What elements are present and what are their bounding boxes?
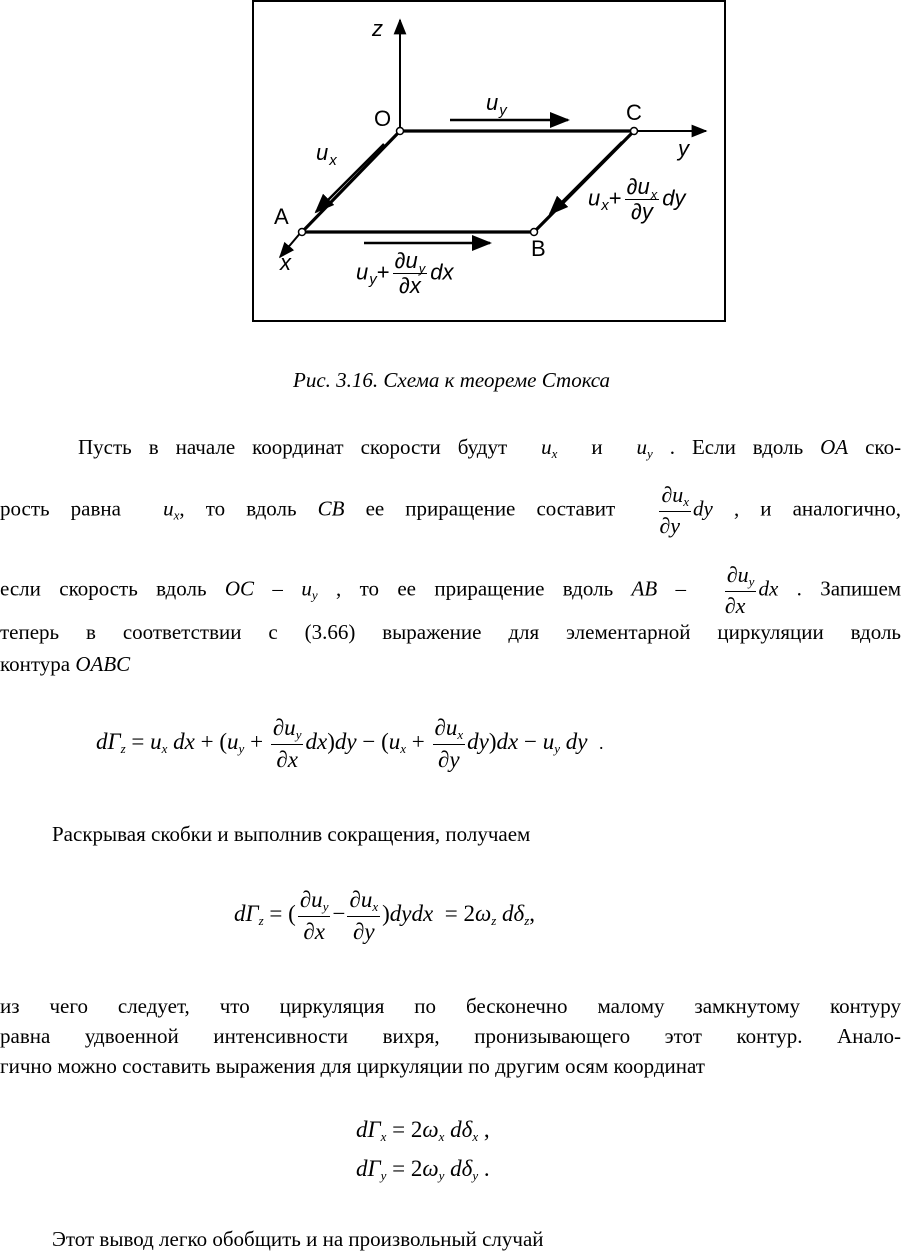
label-uy-top: $u_y$: [486, 90, 507, 119]
vertex-o: [397, 128, 404, 135]
label-y: y: [678, 136, 689, 161]
paragraph-1-line-5: контура OABC: [0, 652, 131, 676]
vertex-c: [631, 128, 638, 135]
equation-circulation-x: dΓx = 2ωx dδx ,: [356, 1117, 490, 1144]
paragraph-3-line-1: из чего следует, что циркуляция по бесконечно малому замкнутому контуру: [0, 994, 901, 1018]
paragraph-1-line-3: если скорость вдоль OC – uy , то ее приращение вдоль AB – $\frac{\partial uy}{\partial x}$ dx . Запишем: [0, 562, 902, 618]
stokes-diagram: [252, 0, 726, 322]
label-o: O: [374, 106, 392, 131]
label-z: z: [372, 16, 383, 41]
paragraph-3-line-2: равна удвоенной интенсивности вихря, пронизывающего этот контур. Анало-: [0, 1024, 901, 1048]
paragraph-1-line-2: рость равна ux, то вдоль CB ее приращение составит $\frac{\partial ux}{\partial y}$ dy , и аналогично,: [0, 482, 902, 538]
label-ux-left: $u_x$: [316, 140, 337, 169]
label-b: B: [531, 236, 546, 261]
figure-caption: Рис. 3.16. Схема к теореме Стокса: [293, 368, 610, 392]
paragraph-4: Этот вывод легко обобщить и на произвольный случай: [52, 1227, 544, 1251]
label-x: x: [280, 250, 291, 275]
label-uy-dx: $u_y+$ $\frac{\partial u_y}{\partial x}$ dx: [356, 248, 454, 298]
equation-circulation-y: dΓy = 2ωy dδy .: [356, 1156, 490, 1183]
paragraph-2: Раскрывая скобки и выполнив сокращения, получаем: [52, 822, 531, 846]
paragraph-3-line-3: гично можно составить выражения для циркуляции по другим осям координат: [0, 1054, 705, 1078]
paragraph-1-line-4: теперь в соответствии с (3.66) выражение для элементарной циркуляции вдоль: [0, 620, 901, 644]
paragraph-1-line-1: Пусть в начале координат скорости будут ux и uy . Если вдоль OA ско-: [78, 435, 902, 461]
vertex-b: [531, 229, 538, 236]
label-a: A: [274, 204, 289, 229]
label-ux-dy: $u_x+$ $\frac{\partial u_x}{\partial y}$ dy: [588, 174, 686, 224]
equation-circulation-vortex: dΓz = ( $\frac{\partial uy}{\partial x}$ − $\frac{\partial ux}{\partial y}$ )dydx = 2ωz dδz,: [234, 887, 536, 944]
equation-circulation-z: dΓz = ux dx + (uy + $\frac{\partial uy}{\partial x}$ dx)dy − (ux + $\frac{\partial ux}{\partial y}$ dy)dx − uy dy .: [96, 715, 604, 772]
label-c: C: [626, 100, 642, 125]
vertex-a: [299, 229, 306, 236]
